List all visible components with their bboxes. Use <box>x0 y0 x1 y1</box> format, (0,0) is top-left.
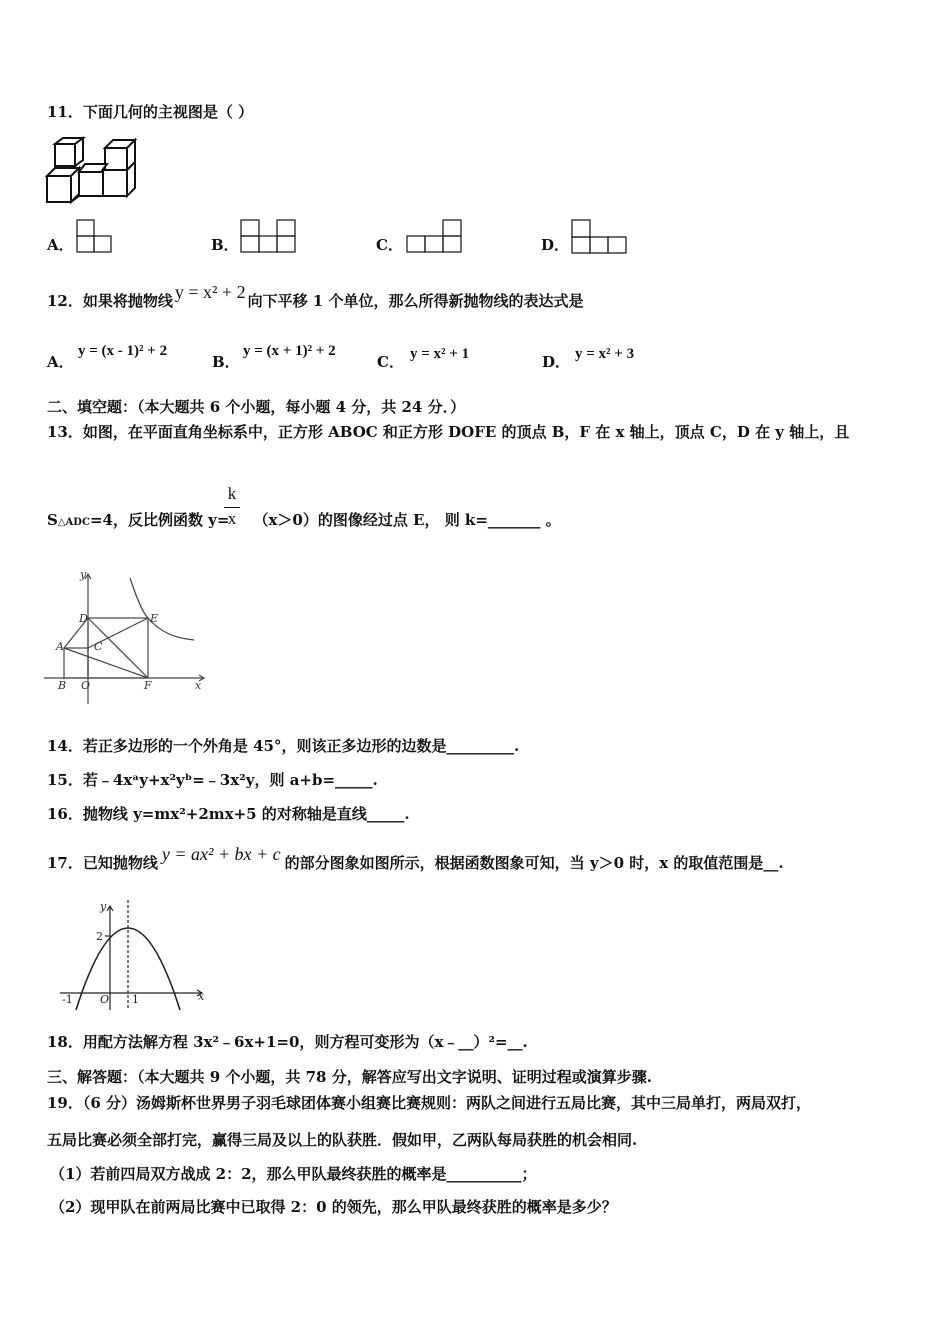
q17-label-o: O <box>100 993 110 1006</box>
q13-label-f: F <box>144 679 152 692</box>
q19-line1: 19．（6 分）汤姆斯杯世界男子羽毛球团体赛小组赛比赛规则：两队之间进行五局比赛，其中三局单打，两局双打， <box>47 1094 812 1112</box>
q12-prefix: 12．如果将抛物线 <box>47 292 173 310</box>
q19-part1: （1）若前四局双方战成 2：2，那么甲队最终获胜的概率是__________； <box>50 1165 537 1183</box>
q13-fraction-denominator: x <box>227 509 237 528</box>
q12-line <box>47 282 584 311</box>
q17-label-1: 1 <box>132 993 139 1006</box>
q13-subscript: △ADC <box>57 517 90 528</box>
q16-text: 16．抛物线 y=mx²+2mx+5 的对称轴是直线_____. <box>47 805 410 823</box>
q12-option-c-label: C． <box>377 353 404 371</box>
q12-option-b-label: B． <box>212 353 240 371</box>
q11-solid-figure <box>45 138 141 204</box>
q13-label-o: O <box>81 679 91 692</box>
section2-heading: 二、填空题：（本大题共 6 个小题，每小题 4 分，共 24 分．） <box>47 398 466 416</box>
q12-option-c-expr: y = x² + 1 <box>410 346 470 362</box>
q19-part2: （2）现甲队在前两局比赛中已取得 2：0 的领先，那么甲队最终获胜的概率是多少？ <box>50 1198 617 1216</box>
q13-label-x: x <box>195 679 202 692</box>
section3-heading: 三、解答题：（本大题共 9 个小题，共 78 分，解答应写出文字说明、证明过程或演算步骤. <box>47 1068 652 1086</box>
q13-line1: 13．如图，在平面直角坐标系中，正方形 ABOC 和正方形 DOFE 的顶点 B，F 在 x 轴上，顶点 C，D 在 y 轴上，且 <box>47 423 850 441</box>
q11-option-a-figure <box>76 219 112 253</box>
q13-mid: =4，反比例函数 y= <box>89 511 230 529</box>
q12-option-a-expr: y = (x - 1)² + 2 <box>78 343 168 359</box>
q17-line <box>47 844 784 873</box>
q11-option-a-label: A． <box>47 236 74 254</box>
q11-option-d-figure <box>571 219 629 255</box>
q13-line2 <box>47 510 561 533</box>
q17-label-y: y <box>100 900 107 913</box>
q18-text: 18．用配方法解方程 3x²﹣6x+1=0，则方程可变形为（x﹣__）²=__. <box>47 1033 528 1051</box>
q13-label-a: A <box>56 640 64 653</box>
q13-fraction-bar <box>224 507 240 508</box>
q14-text: 14．若正多边形的一个外角是 45°，则该正多边形的边数是_________. <box>47 737 520 755</box>
q12-equation: y = x² + 2 <box>174 282 246 302</box>
q13-label-c: C <box>94 640 103 653</box>
q13-label-y: y <box>80 568 87 581</box>
q11-option-c-figure <box>406 219 462 253</box>
q11-text: 11．下面几何的主视图是（ ） <box>47 103 254 121</box>
q17-label-neg1: -1 <box>62 993 73 1006</box>
q13-label-b: B <box>58 679 67 692</box>
q15-text: 15．若﹣4xᵃy+x²yᵇ=﹣3x²y，则 a+b=_____. <box>47 771 378 789</box>
q13-coordinate-figure <box>44 566 214 706</box>
q11-option-c-label: C． <box>376 236 403 254</box>
q17-equation: y = ax² + bx + c <box>161 844 281 864</box>
q13-end: （x＞0）的图像经过点 E， 则 k=_______ 。 <box>253 511 561 529</box>
q13-label-d: D <box>79 612 88 625</box>
q11-option-d-label: D． <box>541 236 570 254</box>
q13-s: S <box>47 511 58 529</box>
q12-suffix: 向下平移 1 个单位，那么所得新抛物线的表达式是 <box>247 292 584 310</box>
q12-option-d-label: D． <box>542 353 571 371</box>
q17-label-x: x <box>198 990 205 1003</box>
q12-option-d-expr: y = x² + 3 <box>575 346 635 362</box>
q19-line2: 五局比赛必须全部打完，赢得三局及以上的队获胜．假如甲，乙两队每局获胜的机会相同. <box>47 1131 638 1149</box>
q12-option-a-label: A． <box>47 353 74 371</box>
q13-label-e: E <box>150 612 159 625</box>
q11-option-b-label: B． <box>211 236 239 254</box>
q12-option-b-expr: y = (x + 1)² + 2 <box>243 343 336 359</box>
q17-prefix: 17．已知抛物线 <box>47 854 158 872</box>
q17-parabola-figure <box>60 898 210 1012</box>
q17-label-2: 2 <box>96 930 103 943</box>
q13-fraction-numerator: k <box>227 484 237 503</box>
q17-suffix: 的部分图象如图所示，根据函数图象可知，当 y＞0 时，x 的取值范围是__. <box>284 854 784 872</box>
q11-option-b-figure <box>240 219 296 253</box>
